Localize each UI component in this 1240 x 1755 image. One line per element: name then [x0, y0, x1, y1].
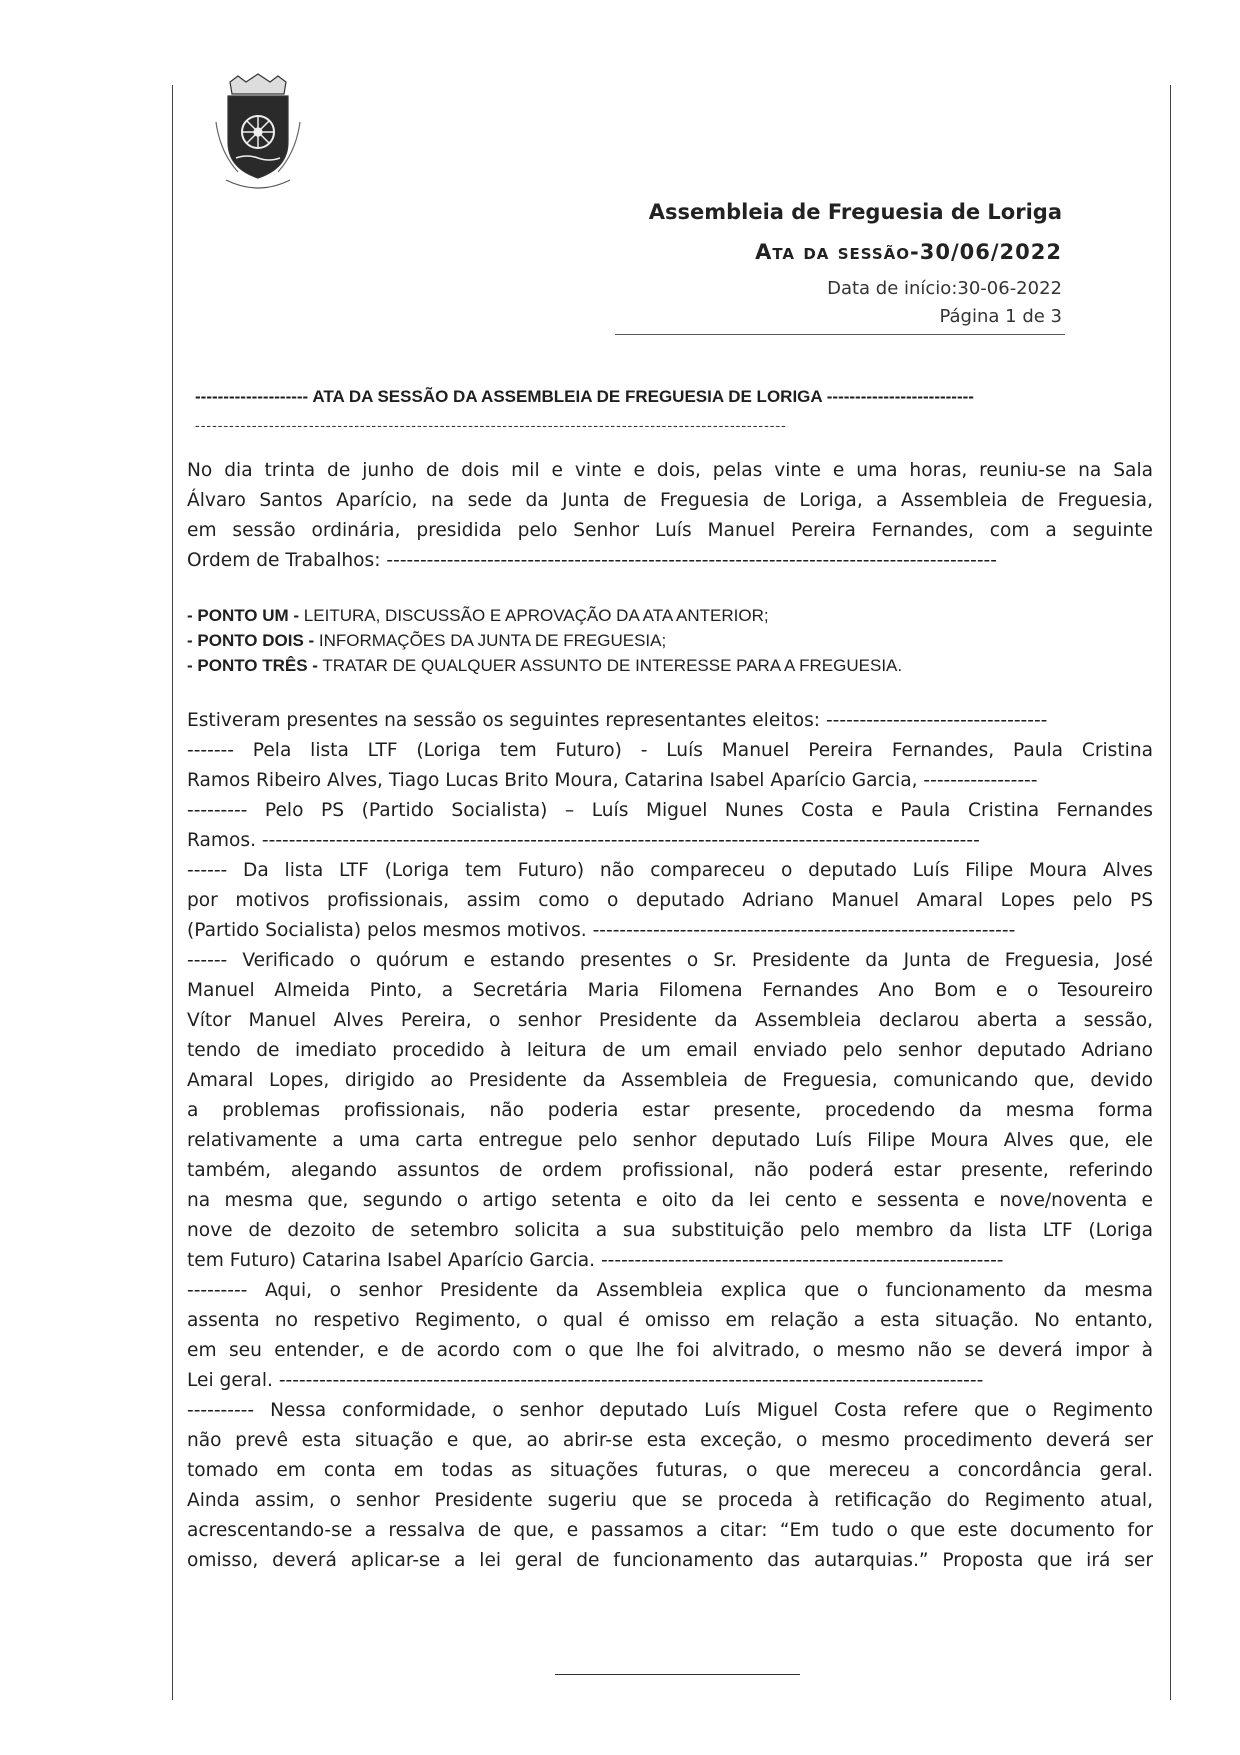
left-margin-line	[172, 85, 173, 1700]
session-title: Ata da sessão-30/06/2022	[755, 240, 1062, 264]
parish-crest-logo	[208, 72, 308, 202]
intro-line: Ordem de Trabalhos: -------------------------------------------------------------------------------------------	[187, 550, 997, 571]
body-line: Vítor Manuel Alves Pereira, o senhor Presidente da Assembleia declarou aberta a sessão,	[187, 1010, 1153, 1031]
right-margin-line	[1170, 85, 1171, 1700]
agenda-item: - PONTO UM - LEITURA, DISCUSSÃO E APROVAÇÃO DA ATA ANTERIOR;	[187, 606, 769, 625]
body-line: Manuel Almeida Pinto, a Secretária Maria Filomena Fernandes Ano Bom e o Tesoureiro	[187, 980, 1153, 1001]
body-line: Ramos. -----------------------------------------------------------------------------------------------------------	[187, 830, 980, 851]
body-line: em seu entender, e de acordo com o que lhe foi alvitrado, o mesmo não se deverá impor à	[187, 1340, 1153, 1361]
body-line: também, alegando assuntos de ordem profissional, não poderá estar presente, referindo	[187, 1160, 1153, 1181]
body-line: Lei geral. ---------------------------------------------------------------------------------------------------------	[187, 1370, 984, 1391]
body-line: acrescentando-se a ressalva de que, e passamos a citar: “Em tudo o que este documento for	[187, 1520, 1153, 1541]
body-line: ---------- Nessa conformidade, o senhor deputado Luís Miguel Costa refere que o Regimento	[187, 1400, 1153, 1421]
body-line: --------- Pelo PS (Partido Socialista) – Luís Miguel Nunes Costa e Paula Cristina Fernandes	[187, 800, 1153, 821]
body-line: tomado em conta em todas as situações futuras, o que mereceu a concordância geral.	[187, 1460, 1153, 1481]
agenda-item: - PONTO DOIS - INFORMAÇÕES DA JUNTA DE FREGUESIA;	[187, 631, 667, 650]
intro-line: No dia trinta de junho de dois mil e vinte e dois, pelas vinte e uma horas, reuniu-se na Sala	[187, 460, 1153, 481]
body-line: tem Futuro) Catarina Isabel Aparício Garcia. ------------------------------------------------------------	[187, 1250, 1004, 1271]
intro-paragraph	[187, 456, 1153, 576]
agenda-list	[187, 603, 1153, 678]
body-line: (Partido Socialista) pelos mesmos motivos. ---------------------------------------------------------------	[187, 920, 1016, 941]
body-line: na mesma que, segundo o artigo setenta e oito da lei cento e sessenta e nove/noventa e	[187, 1190, 1153, 1211]
body-line: ------ Da lista LTF (Loriga tem Futuro) não compareceu o deputado Luís Filipe Moura Alves	[187, 860, 1153, 881]
body-line: ------ Verificado o quórum e estando presentes o Sr. Presidente da Junta de Freguesia, José	[187, 950, 1153, 971]
body-line: Ainda assim, o senhor Presidente sugeriu que se proceda à retificação do Regimento atual,	[187, 1490, 1153, 1511]
body-line: omisso, deverá aplicar-se a lei geral de funcionamento das autarquias.” Proposta que irá ser	[187, 1550, 1153, 1571]
page-number: Página 1 de 3	[939, 306, 1062, 327]
body-line: não prevê esta situação e que, ao abrir-se esta exceção, o mesmo procedimento deverá ser	[187, 1430, 1153, 1451]
body-line: por motivos profissionais, assim como o deputado Adriano Manuel Amaral Lopes pelo PS	[187, 890, 1153, 911]
intro-line: Álvaro Santos Aparício, na sede da Junta de Freguesia de Loriga, a Assembleia de Freguesia,	[187, 490, 1153, 511]
body-line: tendo de imediato procedido à leitura de um email enviado pelo senhor deputado Adriano	[187, 1040, 1153, 1061]
minutes-body	[187, 706, 1153, 1576]
intro-line: em sessão ordinária, presidida pelo Senhor Luís Manuel Pereira Fernandes, com a seguinte	[187, 520, 1153, 541]
start-date: Data de início:30-06-2022	[827, 278, 1062, 299]
body-line: nove de dezoito de setembro solicita a sua substituição pelo membro da lista LTF (Loriga	[187, 1220, 1153, 1241]
body-line: ------- Pela lista LTF (Loriga tem Futuro) - Luís Manuel Pereira Fernandes, Paula Cristina	[187, 740, 1153, 761]
assembly-title: Assembleia de Freguesia de Loriga	[648, 200, 1062, 224]
body-line: Estiveram presentes na sessão os seguintes representantes eleitos: ---------------------------------	[187, 710, 1048, 731]
footer-divider	[555, 1674, 800, 1675]
body-line: relativamente a uma carta entregue pelo senhor deputado Luís Filipe Moura Alves que, ele	[187, 1130, 1153, 1151]
body-line: --------- Aqui, o senhor Presidente da Assembleia explica que o funcionamento da mesma	[187, 1280, 1153, 1301]
agenda-item: - PONTO TRÊS - TRATAR DE QUALQUER ASSUNTO DE INTERESSE PARA A FREGUESIA.	[187, 656, 903, 675]
body-line: assenta no respetivo Regimento, o qual é omisso em relação a esta situação. No entanto,	[187, 1310, 1153, 1331]
document-title: -------------------- ATA DA SESSÃO DA ASSEMBLEIA DE FREGUESIA DE LORIGA --------------------------	[195, 387, 974, 406]
body-line: Amaral Lopes, dirigido ao Presidente da Assembleia de Freguesia, comunicando que, devido	[187, 1070, 1153, 1091]
body-line: a problemas profissionais, não poderia estar presente, procedendo da mesma forma	[187, 1100, 1153, 1121]
body-line: Ramos Ribeiro Alves, Tiago Lucas Brito Moura, Catarina Isabel Aparício Garcia, -----------------	[187, 770, 1038, 791]
header-divider	[615, 334, 1065, 335]
dash-separator: --------------------------------------------------------------------------------------------------------	[195, 419, 787, 434]
